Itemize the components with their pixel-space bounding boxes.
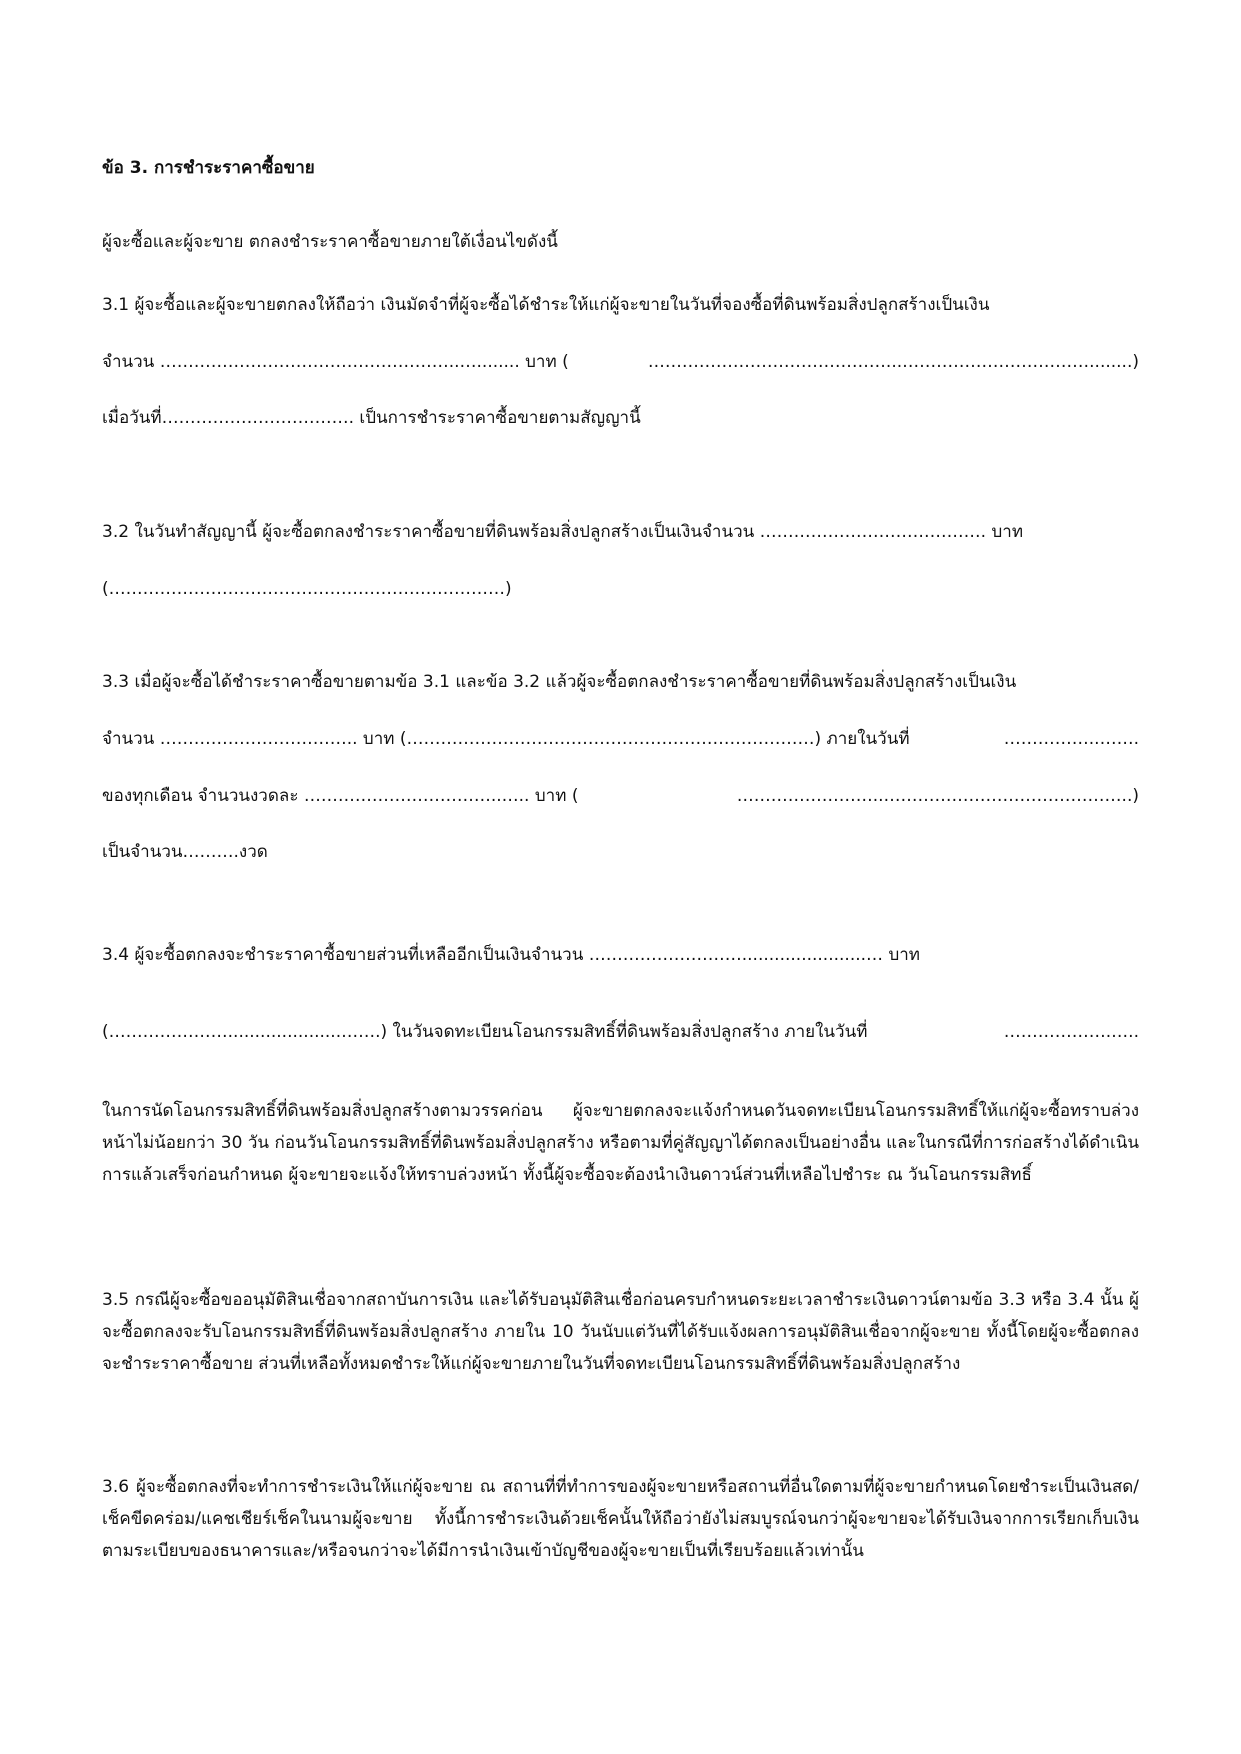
clause-3-3-installment-blank: ของทุกเดือน จำนวนงวดละ ……………………………..….. บาท ( (102, 786, 579, 806)
clause-3-3-line-1: 3.3 เมื่อผู้จะซื้อได้ชำระราคาซื้อขายตามข้อ 3.1 และข้อ 3.2 แล้วผู้จะซื้อตกลงชำระราคาซื้อขายที่ดินพร้อมสิ่งปลูกสร้างเป็นเงิน (102, 672, 1017, 692)
clause-3-6-paragraph: 3.6 ผู้จะซื้อตกลงที่จะทำการชำระเงินให้แก่ผู้จะขาย ณ สถานที่ที่ทำการของผู้จะขายหรือสถานที่อื่นใดตามที่ผู้จะขายกำหนดโดยชำระเป็นเงินสด/เช็คขีดคร่อม/แคชเชียร์เช็คในนามผู้จะขาย ทั้งนี้การชำระเงินด้วยเช็คนั้นให้ถือว่ายังไม่สมบูรณ์จนกว่าผู้จะขายจะได้รับเงินจากการเรียกเก็บเงินตามระเบียบของธนาคารและ/หรือจนกว่าจะได้มีการนำเงินเข้าบัญชีของผู้จะขายเป็นที่เรียบร้อยแล้วเท่านั้น (102, 1477, 1139, 1561)
clause-3-1-line-2 (102, 352, 1139, 372)
clause-3-4-day-blank: ……………….….. (1003, 1022, 1139, 1042)
clause-3-4-line-2 (102, 1022, 1139, 1042)
section-heading: ข้อ 3. การชำระราคาซื้อขาย (102, 158, 315, 178)
clause-3-1-amount-words-blank: ……………………………………...……………………………........) (647, 352, 1139, 372)
clause-3-3-installment-words-blank: ……………………..……………………………………..) (736, 786, 1139, 806)
section-intro: ผู้จะซื้อและผู้จะขาย ตกลงชำระราคาซื้อขายภายใต้เงื่อนไขดังนี้ (102, 232, 558, 252)
clause-3-4-amount-words-blank: (………………….....................…….) ในวันจดทะเบียนโอนกรรมสิทธิ์ที่ดินพร้อมสิ่งปลูกสร้าง ภายในวันที่ (102, 1022, 868, 1042)
clause-3-3-line-2 (102, 729, 1139, 749)
clause-3-5-paragraph: 3.5 กรณีผู้จะซื้อขออนุมัติสินเชื่อจากสถาบันการเงิน และได้รับอนุมัติสินเชื่อก่อนครบกำหนดระยะเวลาชำระเงินดาวน์ตามข้อ 3.3 หรือ 3.4 นั้น ผู้จะซื้อตกลงจะรับโอนกรรมสิทธิ์ที่ดินพร้อมสิ่งปลูกสร้าง ภายใน 10 วันนับแต่วันที่ได้รับแจ้งผลการอนุมัติสินเชื่อจากผู้จะขาย ทั้งนี้โดยผู้จะซื้อตกลงจะชำระราคาซื้อขาย ส่วนที่เหลือทั้งหมดชำระให้แก่ผู้จะขายภายในวันที่จดทะเบียนโอนกรรมสิทธิ์ที่ดินพร้อมสิ่งปลูกสร้าง (102, 1290, 1139, 1374)
clause-3-2-line-1: 3.2 ในวันทำสัญญานี้ ผู้จะซื้อตกลงชำระราคาซื้อขายที่ดินพร้อมสิ่งปลูกสร้างเป็นเงินจำนวน …………………………………. บาท (102, 522, 1024, 542)
clause-3-4-line-1: 3.4 ผู้จะซื้อตกลงจะชำระราคาซื้อขายส่วนที่เหลืออีกเป็นเงินจำนวน ……………………….......................… บาท (102, 945, 920, 965)
clause-3-3-line-3 (102, 786, 1139, 806)
clause-3-3-line-4: เป็นจำนวน……….งวด (102, 842, 268, 862)
clause-3-1-amount-blank: จำนวน ……………………………………………..…........ บาท ( (102, 352, 569, 372)
clause-3-1-line-1: 3.1 ผู้จะซื้อและผู้จะขายตกลงให้ถือว่า เงินมัดจำที่ผู้จะซื้อได้ชำระให้แก่ผู้จะขายในวันที่จองซื้อที่ดินพร้อมสิ่งปลูกสร้างเป็นเงิน (102, 295, 990, 315)
clause-3-3-day-blank: ……………..……. (1003, 729, 1139, 749)
clause-3-2-line-2: (……………………………………………….……………) (102, 579, 512, 599)
clause-3-4-paragraph: ในการนัดโอนกรรมสิทธิ์ที่ดินพร้อมสิ่งปลูกสร้างตามวรรคก่อน ผู้จะขายตกลงจะแจ้งกำหนดวันจดทะเบียนโอนกรรมสิทธิ์ให้แก่ผู้จะซื้อทราบล่วงหน้าไม่น้อยกว่า 30 วัน ก่อนวันโอนกรรมสิทธิ์ที่ดินพร้อมสิ่งปลูกสร้าง หรือตามที่คู่สัญญาได้ตกลงเป็นอย่างอื่น และในกรณีที่การก่อสร้างได้ดำเนินการแล้วเสร็จก่อนกำหนด ผู้จะขายจะแจ้งให้ทราบล่วงหน้า ทั้งนี้ผู้จะซื้อจะต้องนำเงินดาวน์ส่วนที่เหลือไปชำระ ณ วันโอนกรรมสิทธิ์ (102, 1101, 1139, 1185)
clause-3-1-line-3: เมื่อวันที่……………………………. เป็นการชำระราคาซื้อขายตามสัญญานี้ (102, 408, 641, 428)
clause-3-3-amount-blank: จำนวน …………………………….. บาท (………………………………………………………………) ภายในวันที่ (102, 729, 910, 749)
